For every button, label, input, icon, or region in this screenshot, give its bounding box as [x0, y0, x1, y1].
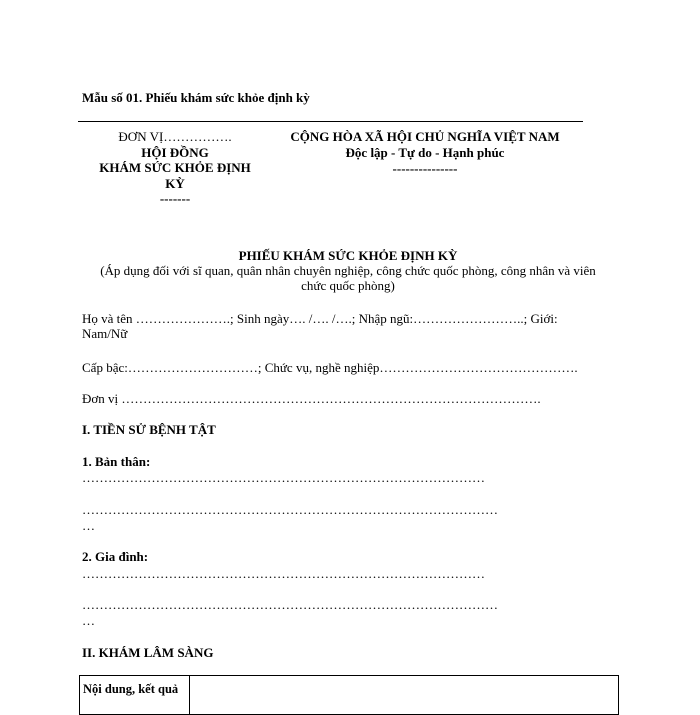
- unit-field[interactable]: Đơn vị …………………………………………………………………………………….: [82, 391, 541, 406]
- header-divider-rule: [78, 121, 583, 122]
- right-header-divider: ---------------: [392, 161, 458, 176]
- form-code-label: Mẫu số 01. Phiếu khám sức khỏe định kỳ: [82, 90, 310, 105]
- name-birth-field[interactable]: Họ và tên ………………….; Sinh ngày…. /…. /….; Nhập ngũ:……………………..; Giới: Nam/Nữ: [82, 311, 558, 341]
- nation-name: CỘNG HÒA XÃ HỘI CHỦ NGHĨA VIỆT NAM: [290, 129, 560, 144]
- council-title-line3: KỲ: [165, 175, 185, 191]
- self-history-line1[interactable]: …………………………………………………………………………………: [82, 470, 485, 485]
- self-history-line2[interactable]: ……………………………………………………………………………………: [82, 502, 498, 517]
- council-title-line1: HỘI ĐỒNG: [141, 144, 209, 160]
- clinical-exam-table: [79, 675, 619, 715]
- family-history-label: 2. Gia đình:: [82, 549, 149, 564]
- table-header-empty-cell[interactable]: [190, 676, 619, 715]
- unit-name: ĐƠN VỊ…………….: [118, 129, 232, 144]
- left-header-divider: -------: [159, 191, 191, 206]
- section-1-heading: I. TIỀN SỬ BỆNH TẬT: [82, 422, 216, 437]
- council-title-line2: KHÁM SỨC KHỎE ĐỊNH: [99, 160, 251, 175]
- family-history-line2[interactable]: ……………………………………………………………………………………: [82, 597, 498, 612]
- self-history-label: 1. Bản thân:: [82, 454, 151, 469]
- document-subtitle-line1: (Áp dụng đối với sĩ quan, quân nhân chuyên nghiệp, công chức quốc phòng, công nhân và viên: [100, 263, 596, 278]
- document-title-block: [78, 248, 618, 293]
- table-header-content-result: Nội dung, kết quả: [80, 676, 190, 715]
- table-row: [80, 676, 619, 715]
- family-history-line3[interactable]: …: [82, 613, 95, 628]
- document-title: PHIẾU KHÁM SỨC KHỎE ĐỊNH KỲ: [238, 248, 458, 263]
- national-motto: Độc lập - Tự do - Hạnh phúc: [345, 145, 505, 160]
- national-header: [258, 129, 592, 177]
- document-subtitle-line2: chức quốc phòng): [301, 278, 395, 293]
- self-history-line3[interactable]: …: [82, 518, 95, 533]
- issuing-unit-header: [82, 129, 268, 207]
- rank-position-field[interactable]: Cấp bậc:…………………………; Chức vụ, nghề nghiệp……………………………………….: [82, 360, 578, 375]
- section-2-heading: II. KHÁM LÂM SÀNG: [82, 645, 214, 660]
- family-history-line1[interactable]: …………………………………………………………………………………: [82, 566, 485, 581]
